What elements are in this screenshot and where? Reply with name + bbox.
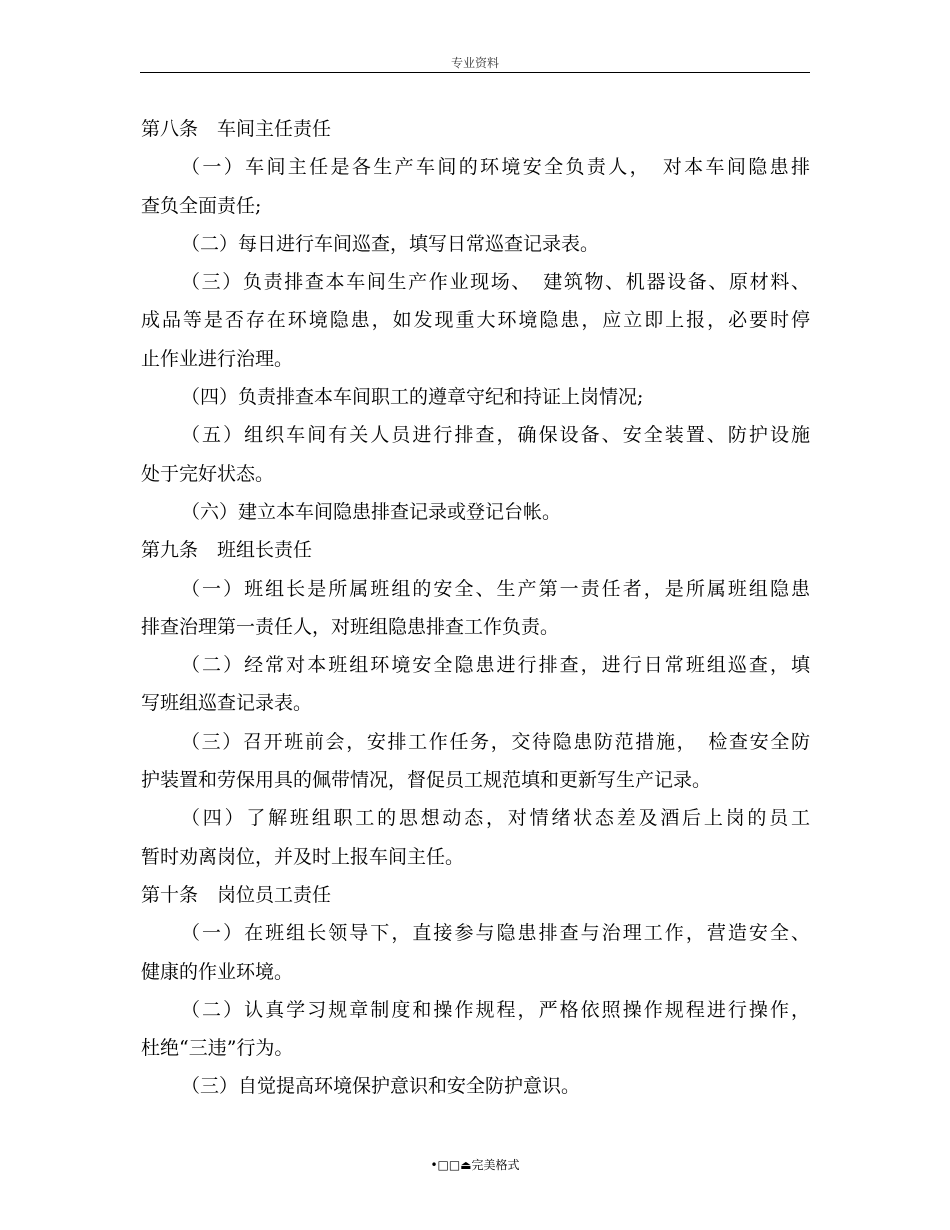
paragraph-line: （三）负责排查本车间生产作业现场、 建筑物、机器设备、原材料、 bbox=[181, 271, 810, 294]
paragraph-line: 暂时劝离岗位，并及时上报车间主任。 bbox=[141, 845, 465, 868]
paragraph-line: 处于完好状态。 bbox=[141, 462, 275, 485]
article-heading-9: 第九条 班组长责任 bbox=[141, 539, 313, 562]
paragraph-line: （二）经常对本班组环境安全隐患进行排查，进行日常班组巡查，填 bbox=[181, 654, 810, 677]
footer-icon: ⏏ bbox=[460, 1158, 472, 1172]
document-body bbox=[141, 110, 810, 1106]
paragraph-line: 写班组巡查记录表。 bbox=[141, 692, 313, 715]
paragraph-line: （一）在班组长领导下，直接参与隐患排查与治理工作，营造安全、 bbox=[181, 922, 810, 945]
paragraph-line: 止作业进行治理。 bbox=[141, 347, 294, 370]
paragraph-line: （一）班组长是所属班组的安全、生产第一责任者，是所属班组隐患 bbox=[181, 577, 810, 600]
paragraph-line: 成品等是否存在环境隐患，如发现重大环境隐患，应立即上报，必要时停 bbox=[141, 309, 810, 332]
paragraph-line: （一）车间主任是各生产车间的环境安全负责人， 对本车间隐患排 bbox=[181, 156, 810, 179]
paragraph-line: 查负全面责任; bbox=[141, 194, 262, 217]
paragraph-line: （二）认真学习规章制度和操作规程，严格依照操作规程进行操作， bbox=[181, 998, 810, 1021]
paragraph-line: 护装置和劳保用具的佩带情况，督促员工规范填和更新写生产记录。 bbox=[141, 769, 712, 792]
paragraph-line: （三）自觉提高环境保护意识和安全防护意识。 bbox=[181, 1075, 581, 1098]
article-heading-8: 第八条 车间主任责任 bbox=[141, 118, 332, 140]
footer-text: 完美格式 bbox=[471, 1158, 520, 1172]
paragraph-line: （三）召开班前会，安排工作任务，交待隐患防范措施， 检查安全防 bbox=[181, 730, 810, 753]
paragraph-line: 健康的作业环境。 bbox=[141, 960, 294, 983]
paragraph-line: 杜绝“三违”行为。 bbox=[141, 1037, 294, 1060]
paragraph-line: （四）了解班组职工的思想动态，对情绪状态差及酒后上岗的员工 bbox=[181, 807, 810, 830]
paragraph-line: 排查治理第一责任人，对班组隐患排查工作负责。 bbox=[141, 615, 560, 638]
paragraph-line: （四）负责排查本车间职工的遵章守纪和持证上岗情况; bbox=[181, 386, 644, 409]
page-header bbox=[140, 56, 810, 73]
page-footer bbox=[140, 1157, 810, 1173]
header-divider bbox=[140, 72, 810, 73]
header-text: 专业资料 bbox=[450, 56, 499, 70]
footer-boxes: □□ bbox=[437, 1158, 461, 1172]
paragraph-line: （六）建立本车间隐患排查记录或登记台帐。 bbox=[181, 500, 562, 523]
article-heading-10: 第十条 岗位员工责任 bbox=[141, 883, 332, 906]
paragraph-line: （五）组织车间有关人员进行排查，确保设备、安全装置、防护设施 bbox=[181, 424, 810, 447]
footer-bullet: • bbox=[430, 1158, 438, 1172]
paragraph-line: （二）每日进行车间巡查，填写日常巡查记录表。 bbox=[181, 232, 600, 255]
